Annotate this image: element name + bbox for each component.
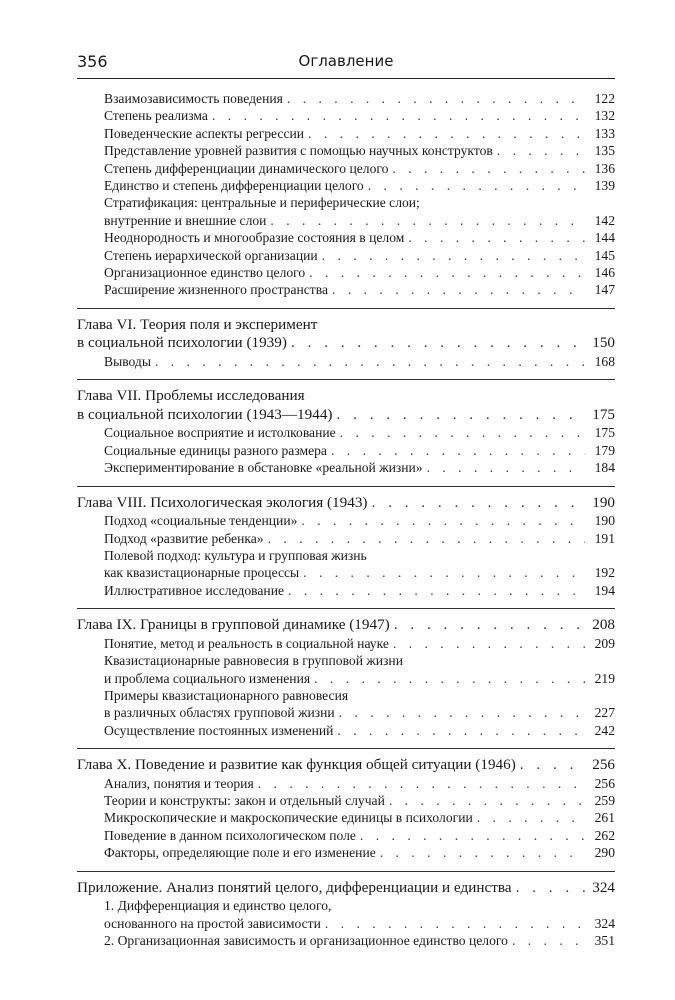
- toc-entry: [77, 264, 615, 281]
- dot-leader: [392, 160, 585, 177]
- toc-entry-title: Теории и конструкты: закон и отдельный случай: [104, 793, 385, 809]
- toc-entry: [77, 722, 615, 739]
- toc-entry-title: Социальное восприятие и истолкование: [104, 425, 336, 441]
- toc-entry-first-line: [77, 897, 615, 914]
- toc-entry: [77, 142, 615, 159]
- toc-entry: [77, 459, 615, 476]
- toc-entry: [77, 670, 615, 687]
- dot-leader: [393, 635, 585, 652]
- chapter-entry: [77, 756, 615, 775]
- toc-entry-title: Представление уровней развития с помощью научных конструктов: [104, 143, 493, 159]
- header-rule: [77, 78, 615, 79]
- dot-leader: [380, 844, 585, 861]
- dot-leader: [322, 247, 585, 264]
- dot-leader: [155, 353, 585, 370]
- toc-entry-page: 219: [594, 670, 615, 686]
- toc-entry-page: 261: [594, 810, 615, 826]
- toc-entry-page: 192: [594, 565, 615, 581]
- toc-entry-title: Степень иерархической организации: [104, 247, 318, 263]
- toc-entry-title: Подход «социальные тенденции»: [104, 513, 298, 529]
- toc-entry-page: 146: [594, 264, 615, 280]
- dot-leader: [516, 879, 585, 898]
- dot-leader: [270, 212, 585, 229]
- chapter-entry: [77, 334, 615, 353]
- chapter-entry: [77, 616, 615, 635]
- toc-entry-page: 184: [594, 460, 615, 476]
- toc-entry: [77, 564, 615, 581]
- toc-entry-title: основанного на простой зависимости: [104, 915, 321, 931]
- dot-leader: [497, 142, 585, 159]
- toc-entry-page: 190: [594, 513, 615, 529]
- section-divider: [77, 871, 615, 872]
- chapter-title: Глава VII. Проблемы исследования: [77, 387, 305, 405]
- dot-leader: [325, 915, 585, 932]
- toc-entry: [77, 809, 615, 826]
- toc-entry-title: Примеры квазистационарного равновесия: [104, 687, 349, 703]
- toc-entry-page: 179: [594, 442, 615, 458]
- toc-entry-title: Неоднородность и многообразие состояния в целом: [104, 230, 405, 246]
- toc-entry-title: Экспериментирование в обстановке «реальной жизни»: [104, 460, 423, 476]
- toc-entry: [77, 247, 615, 264]
- toc-entry-page: 242: [594, 722, 615, 738]
- toc-entry-title: 1. Дифференциация и единство целого,: [104, 898, 332, 914]
- toc-entry-title: Расширение жизненного пространства: [104, 282, 329, 298]
- toc-entry: [77, 90, 615, 107]
- dot-leader: [427, 459, 585, 476]
- toc-entry-page: 136: [594, 160, 615, 176]
- chapter-page: 208: [592, 616, 615, 634]
- toc-entry-first-line: [77, 687, 615, 704]
- dot-leader: [339, 704, 585, 721]
- toc-entry-title: Выводы: [104, 353, 151, 369]
- toc-entry-page: 227: [594, 705, 615, 721]
- toc-entry-page: 168: [594, 353, 615, 369]
- toc-entry-title: Социальные единицы разного размера: [104, 442, 327, 458]
- toc-entry-title: в различных областях групповой жизни: [104, 705, 335, 721]
- chapter-entry: [77, 494, 615, 513]
- toc-entry-title: Факторы, определяющие поле и его изменение: [104, 845, 376, 861]
- chapter-title: в социальной психологии (1939): [77, 334, 287, 352]
- toc-entry-title: Квазистационарные равновесия в групповой жизни: [104, 653, 403, 669]
- toc-section: [77, 90, 615, 299]
- toc-entry-title: внутренние и внешние слои: [104, 212, 267, 228]
- toc-entry-title: Степень дифференциации динамического целого: [104, 160, 389, 176]
- dot-leader: [332, 281, 585, 298]
- toc-entry-page: 135: [594, 143, 615, 159]
- chapter-entry: [77, 879, 615, 898]
- dot-leader: [308, 125, 585, 142]
- toc-entry-page: 139: [594, 177, 615, 193]
- toc-entry-page: 351: [594, 933, 615, 949]
- toc-entry-title: Единство и степень дифференциации целого: [104, 177, 364, 193]
- toc-entry-page: 324: [594, 915, 615, 931]
- toc-entry: [77, 281, 615, 298]
- dot-leader: [212, 107, 585, 124]
- chapter-page: 190: [592, 493, 615, 511]
- toc-entry-title: Подход «развитие ребенка»: [104, 530, 264, 546]
- chapter-title: Глава VI. Теория поля и эксперимент: [77, 315, 318, 333]
- dot-leader: [301, 512, 585, 529]
- chapter-page: 256: [592, 756, 615, 774]
- dot-leader: [309, 264, 585, 281]
- chapter-title-first-line: [77, 387, 615, 406]
- toc-entry: [77, 212, 615, 229]
- dot-leader: [512, 932, 585, 949]
- section-divider: [77, 308, 615, 309]
- toc-entry: [77, 582, 615, 599]
- toc-entry-title: Поведенческие аспекты регрессии: [104, 125, 305, 141]
- toc-entry: [77, 792, 615, 809]
- toc-entry: [77, 915, 615, 932]
- toc-entry: [77, 125, 615, 142]
- toc-entry-title: Понятие, метод и реальность в социальной науке: [104, 635, 389, 651]
- chapter-title: в социальной психологии (1943—1944): [77, 405, 333, 423]
- toc-section: [77, 616, 615, 739]
- toc-entry: [77, 775, 615, 792]
- toc-entry-page: 142: [594, 212, 615, 228]
- toc-section: [77, 494, 615, 600]
- toc-entry-first-line: [77, 652, 615, 669]
- toc-section: [77, 756, 615, 862]
- toc-entry-page: 144: [594, 230, 615, 246]
- chapter-title: Глава X. Поведение и развитие как функция общей ситуации (1946): [77, 756, 516, 774]
- toc-entry-title: 2. Организационная зависимость и организационное единство целого: [104, 933, 508, 949]
- toc-entry-page: 175: [594, 425, 615, 441]
- toc-entry-page: 133: [594, 125, 615, 141]
- toc-entry-page: 122: [594, 91, 615, 106]
- table-of-contents: [77, 90, 615, 949]
- toc-entry-page: 209: [594, 635, 615, 651]
- section-divider: [77, 608, 615, 609]
- dot-leader: [287, 90, 585, 107]
- dot-leader: [337, 406, 586, 425]
- chapter-page: 150: [592, 334, 615, 352]
- dot-leader: [360, 827, 585, 844]
- chapter-page: 175: [592, 405, 615, 423]
- dot-leader: [368, 177, 585, 194]
- toc-entry-page: 191: [594, 530, 615, 546]
- toc-entry: [77, 353, 615, 370]
- page-number: 356: [77, 52, 108, 71]
- toc-section: [77, 387, 615, 476]
- toc-entry-page: 256: [594, 775, 615, 791]
- chapter-title: Глава IX. Границы в групповой динамике (1947): [77, 616, 390, 634]
- dot-leader: [288, 582, 585, 599]
- toc-entry-first-line: [77, 547, 615, 564]
- dot-leader: [408, 229, 585, 246]
- toc-entry: [77, 107, 615, 124]
- toc-entry-page: 259: [594, 793, 615, 809]
- toc-entry: [77, 635, 615, 652]
- toc-entry-title: Микроскопические и макроскопические единицы в психологии: [104, 810, 473, 826]
- toc-entry: [77, 932, 615, 949]
- toc-entry: [77, 844, 615, 861]
- dot-leader: [303, 564, 585, 581]
- dot-leader: [258, 775, 585, 792]
- chapter-title: Приложение. Анализ понятий целого, дифференциации и единства: [77, 878, 512, 896]
- dot-leader: [268, 530, 585, 547]
- toc-entry: [77, 827, 615, 844]
- toc-entry-page: 262: [594, 827, 615, 843]
- toc-entry-title: Иллюстративное исследование: [104, 582, 285, 598]
- dot-leader: [337, 722, 585, 739]
- dot-leader: [477, 809, 585, 826]
- chapter-page: 324: [592, 878, 615, 896]
- toc-entry-title: Организационное единство целого: [104, 264, 306, 280]
- toc-entry-page: 194: [594, 582, 615, 598]
- dot-leader: [340, 424, 585, 441]
- section-divider: [77, 379, 615, 380]
- section-divider: [77, 486, 615, 487]
- toc-section: [77, 316, 615, 371]
- dot-leader: [291, 334, 585, 353]
- page-header: [77, 52, 615, 74]
- toc-entry: [77, 530, 615, 547]
- toc-entry-title: Взаимозависимость поведения: [104, 91, 283, 106]
- toc-entry-title: Поведение в данном психологическом поле: [104, 827, 356, 843]
- toc-entry-page: 145: [594, 247, 615, 263]
- toc-entry-page: 290: [594, 845, 615, 861]
- section-divider: [77, 748, 615, 749]
- toc-section: [77, 879, 615, 950]
- toc-entry-title: Степень реализма: [104, 108, 208, 124]
- dot-leader: [389, 792, 585, 809]
- toc-entry: [77, 704, 615, 721]
- dot-leader: [314, 670, 585, 687]
- toc-entry: [77, 424, 615, 441]
- toc-entry-title: Стратификация: центральные и периферические слои;: [104, 195, 420, 211]
- dot-leader: [520, 756, 585, 775]
- toc-entry-title: как квазистационарные процессы: [104, 565, 300, 581]
- chapter-title-first-line: [77, 316, 615, 335]
- dot-leader: [394, 616, 585, 635]
- toc-entry: [77, 229, 615, 246]
- toc-entry-title: Анализ, понятия и теория: [104, 775, 254, 791]
- toc-entry-page: 147: [594, 282, 615, 298]
- toc-entry: [77, 442, 615, 459]
- chapter-entry: [77, 406, 615, 425]
- toc-entry-page: 132: [594, 108, 615, 124]
- toc-entry-title: Полевой подход: культура и групповая жизнь: [104, 548, 367, 563]
- toc-entry: [77, 177, 615, 194]
- dot-leader: [371, 494, 585, 513]
- toc-entry-first-line: [77, 194, 615, 211]
- dot-leader: [331, 442, 585, 459]
- toc-entry: [77, 160, 615, 177]
- toc-entry: [77, 512, 615, 529]
- toc-entry-title: Осуществление постоянных изменений: [104, 722, 334, 738]
- running-title: Оглавление: [298, 52, 394, 70]
- chapter-title: Глава VIII. Психологическая экология (1943): [77, 493, 368, 511]
- toc-entry-title: и проблема социального изменения: [104, 670, 311, 686]
